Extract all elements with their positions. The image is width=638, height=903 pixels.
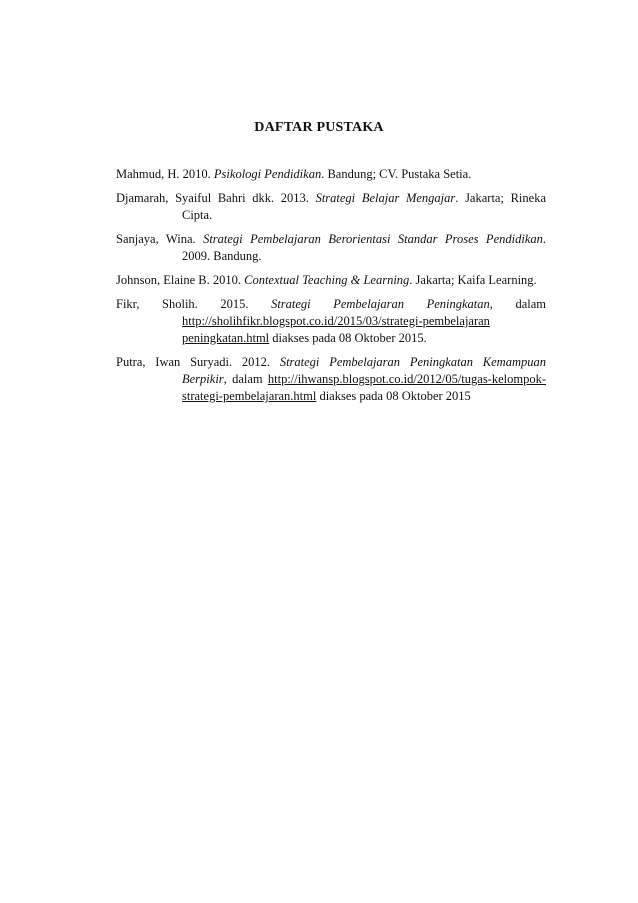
reference-text: . Bandung; CV. Pustaka Setia. xyxy=(321,167,472,181)
reference-title: Contextual Teaching & Learning xyxy=(244,273,410,287)
reference-title: Strategi Pembelajaran Peningkatan Kemampuan Berpikir xyxy=(182,355,546,386)
reference-text: diakses pada 08 Oktober 2015 xyxy=(316,389,471,403)
reference-link[interactable]: http://ihwansp.blogspot.co.id/2012/05/tugas-kelompok-strategi-pembelajaran.html xyxy=(182,372,546,403)
reference-text: Djamarah, Syaiful Bahri dkk. 2013. xyxy=(116,191,316,205)
reference-text: , dalam xyxy=(489,297,546,311)
page-title: DAFTAR PUSTAKA xyxy=(254,120,384,135)
reference-text: Putra, Iwan Suryadi. 2012. xyxy=(116,355,280,369)
reference-text: . 2009. Bandung. xyxy=(182,232,546,263)
reference-title: Strategi Belajar Mengajar xyxy=(315,191,456,205)
reference-text: diakses pada 08 Oktober 2015. xyxy=(269,331,427,345)
reference-title: Strategi Pembelajaran Berorientasi Standar Proses Pendidikan xyxy=(203,232,543,246)
reference-link[interactable]: http://sholihfikr.blogspot.co.id/2015/03/strategi-pembelajaran peningkatan.html xyxy=(182,314,490,345)
reference-entry xyxy=(116,354,546,405)
reference-list xyxy=(116,166,546,412)
reference-title: Strategi Pembelajaran Peningkatan xyxy=(271,297,490,311)
reference-text: Sanjaya, Wina. xyxy=(116,232,204,246)
reference-text: Johnson, Elaine B. 2010. xyxy=(116,273,245,287)
reference-entry xyxy=(116,231,546,265)
reference-entry xyxy=(116,272,546,289)
reference-text: Fikr, Sholih. 2015. xyxy=(116,297,272,311)
reference-entry xyxy=(116,190,546,224)
reference-text: . Jakarta; Rineka Cipta. xyxy=(182,191,546,222)
reference-text: , dalam xyxy=(223,372,268,386)
reference-title: Psikologi Pendidikan xyxy=(213,167,322,181)
reference-entry xyxy=(116,296,546,347)
reference-entry xyxy=(116,166,546,183)
reference-text: Mahmud, H. 2010. xyxy=(116,167,214,181)
reference-text: . Jakarta; Kaifa Learning. xyxy=(409,273,537,287)
